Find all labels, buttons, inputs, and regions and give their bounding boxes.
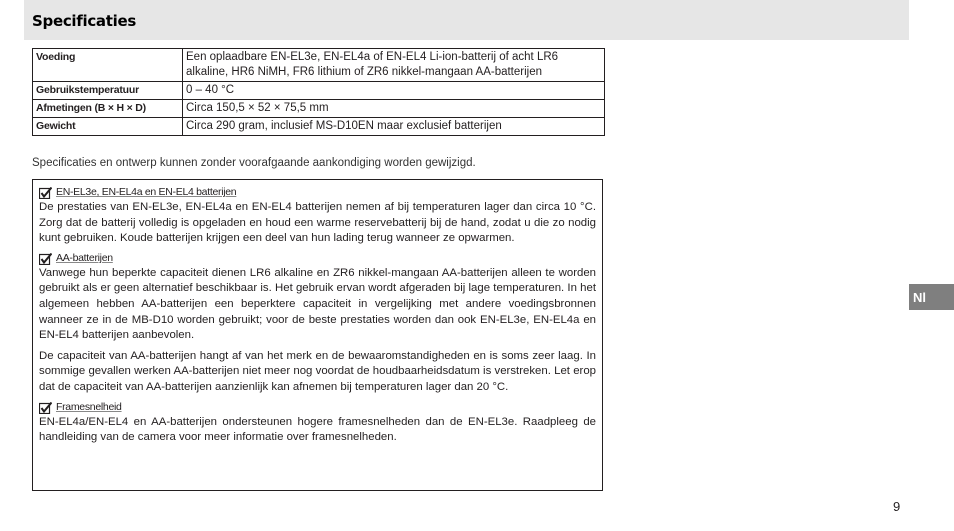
note-heading — [39, 401, 596, 415]
table-row — [33, 118, 605, 136]
table-row — [33, 100, 605, 118]
note-paragraph: De prestaties van EN-EL3e, EN-EL4a en EN-EL4 batterijen nemen af bij temperaturen lager dan circa 10 °C. Zorg dat de batterij volledig is opgeladen en houd een warme reservebatterij bij de hand, zodat u die zo nodig kunt gebruiken. Koude batterijen krijgen een deel van hun lading terug wanneer ze opwarmen. — [39, 201, 596, 245]
section-title: Specificaties — [32, 12, 136, 30]
table-row — [33, 82, 605, 100]
note-paragraph: EN-EL4a/EN-EL4 en AA-batterijen ondersteunen hogere framesnelheden dan de EN-EL3e. Raadpleeg de handleiding van de camera voor meer informatie over framesnelheden. — [39, 415, 596, 444]
header-band — [24, 0, 909, 40]
note-title: EN-EL3e, EN-EL4a en EN-EL4 batterijen — [56, 186, 237, 199]
note-paragraph: De capaciteit van AA-batterijen hangt af van het merk en de bewaaromstandigheden en is soms zeer laag. In sommige gevallen werken AA-batterijen niet meer nog voordat de houdbaarheidsdatum is verstreken. Let erop dat de capaciteit van AA-batterijen aanzienlijk kan afnemen bij temperaturen lager dan 20 °C. — [39, 349, 596, 393]
spec-value: Een oplaadbare EN-EL3e, EN-EL4a of EN-EL4 Li-ion-batterij of acht LR6 alkaline, HR6 NiMH, FR6 lithium of ZR6 nikkel-mangaan AA-batterijen — [183, 49, 605, 82]
specs-table — [32, 48, 605, 136]
spec-value: 0 – 40 °C — [183, 82, 605, 100]
spec-value: Circa 150,5 × 52 × 75,5 mm — [183, 100, 605, 118]
spec-label: Voeding — [33, 49, 183, 82]
language-tab: Nl — [909, 284, 954, 310]
spec-label: Gebruikstemperatuur — [33, 82, 183, 100]
note-paragraph: Vanwege hun beperkte capaciteit dienen LR6 alkaline en ZR6 nikkel-mangaan AA-batterijen alleen te worden gebruikt als er geen alternatief beschikbaar is. Het gebruik ervan wordt afgeraden bij lage temperaturen. In het algemeen hebben AA-batterijen een beperktere capaciteit in vergelijking met andere voedingsbronnen wanneer ze in de MB-D10 worden gebruikt; voor de beste prestaties worden dan ook EN-EL3e, EN-EL4a en EN-EL4 batterijen aanbevolen. — [39, 266, 596, 342]
spec-label: Afmetingen (B × H × D) — [33, 100, 183, 118]
spec-label: Gewicht — [33, 118, 183, 136]
spec-disclaimer: Specificaties en ontwerp kunnen zonder voorafgaande aankondiging worden gewijzigd. — [32, 157, 476, 169]
note-title: AA-batterijen — [56, 251, 113, 264]
notes-box — [32, 179, 603, 491]
checkmark-icon — [39, 402, 52, 414]
note-title: Framesnelheid — [56, 400, 122, 413]
spec-value: Circa 290 gram, inclusief MS-D10EN maar exclusief batterijen — [183, 118, 605, 136]
page-number: 9 — [893, 499, 901, 514]
note-heading — [39, 186, 596, 200]
table-row — [33, 49, 605, 82]
checkmark-icon — [39, 253, 52, 265]
checkmark-icon — [39, 187, 52, 199]
note-heading — [39, 252, 596, 266]
